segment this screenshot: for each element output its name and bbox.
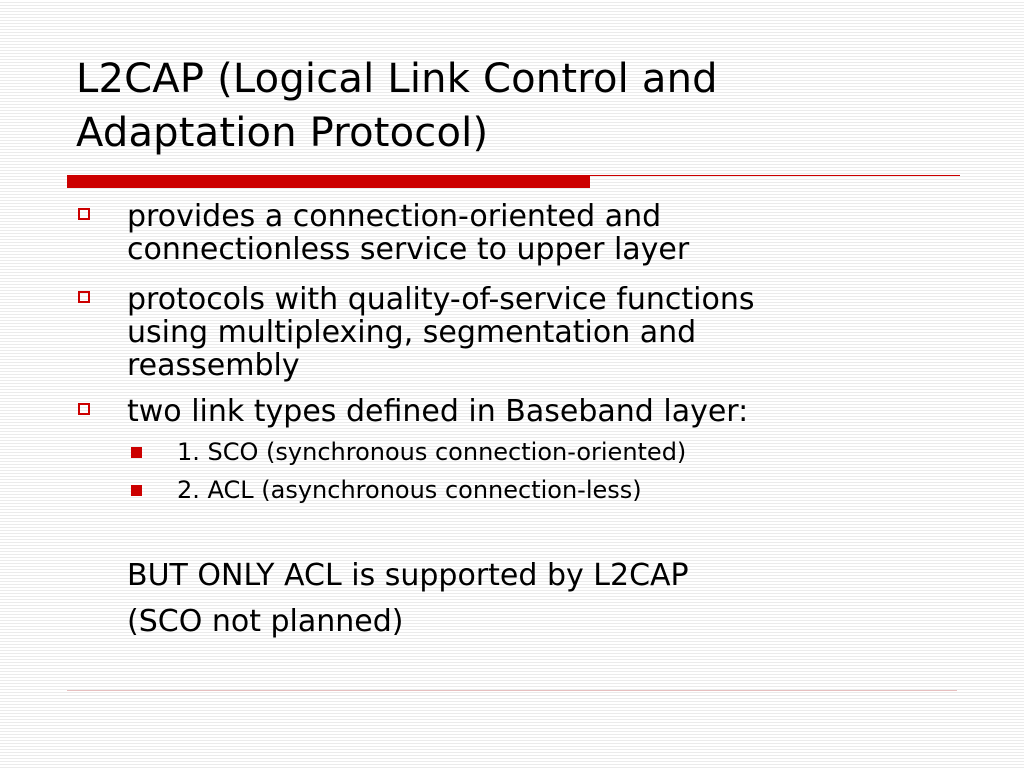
note-line: (SCO not planned) xyxy=(127,604,404,639)
note xyxy=(127,553,689,645)
hollow-square-icon xyxy=(78,291,90,303)
sub-bullet-text: 1. SCO (synchronous connection-oriented) xyxy=(177,438,687,466)
title-line: L2CAP (Logical Link Control and xyxy=(76,56,718,102)
sub-bullet-text: 2. ACL (asynchronous connection-less) xyxy=(177,476,642,504)
title-line: Adaptation Protocol) xyxy=(76,110,489,156)
footer-divider xyxy=(67,690,957,691)
bullet-line: two link types defined in Baseband layer: xyxy=(127,394,749,429)
bullet-line: connectionless service to upper layer xyxy=(127,232,690,267)
filled-square-icon xyxy=(131,485,142,496)
title-underline-thin xyxy=(590,175,960,176)
slide-title xyxy=(76,52,976,160)
filled-square-icon xyxy=(131,447,142,458)
bullet-text xyxy=(127,200,689,266)
hollow-square-icon xyxy=(78,403,90,415)
note-line: BUT ONLY ACL is supported by L2CAP xyxy=(127,558,689,593)
bullet-text xyxy=(127,395,748,428)
bullet-line: protocols with quality-of-service functions xyxy=(127,282,755,317)
hollow-square-icon xyxy=(78,208,90,220)
bullet-line: reassembly xyxy=(127,348,300,383)
bullet-line: using multiplexing, segmentation and xyxy=(127,315,697,350)
bullet-text xyxy=(127,283,754,382)
title-underline-thick xyxy=(67,175,590,188)
bullet-line: provides a connection-oriented and xyxy=(127,199,662,234)
